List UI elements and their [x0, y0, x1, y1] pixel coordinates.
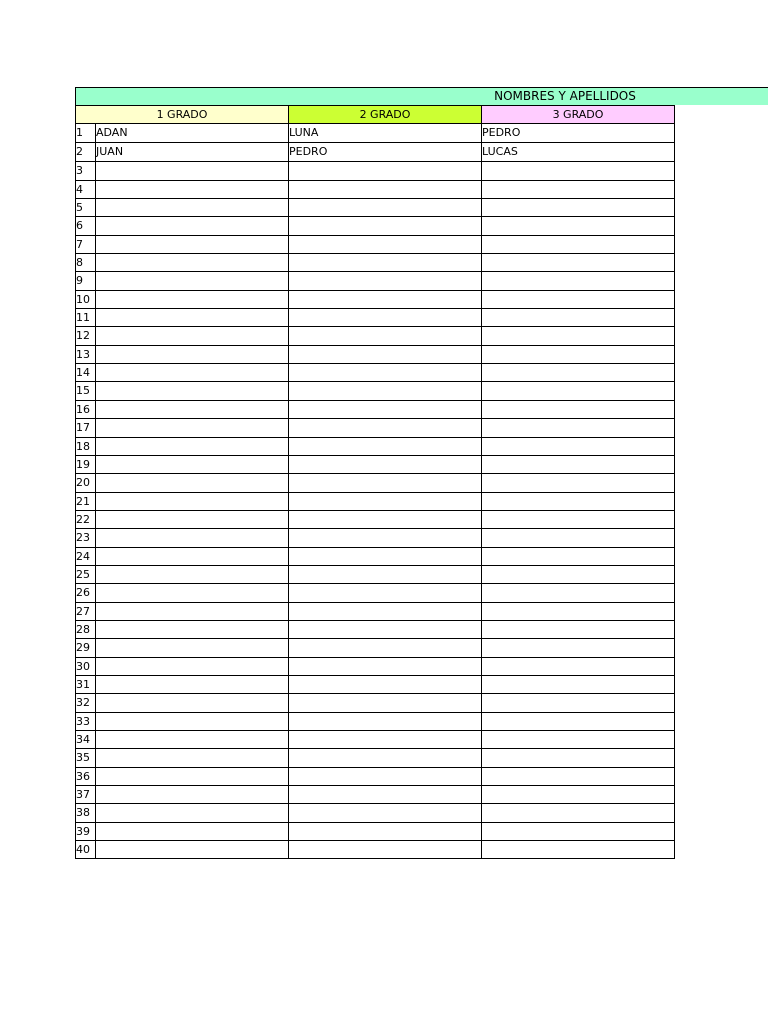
name-cell-grado-1[interactable]: [96, 731, 289, 749]
name-cell-grado-1[interactable]: [96, 804, 289, 822]
name-cell-grado-3[interactable]: [482, 254, 675, 272]
name-cell-grado-3[interactable]: [482, 749, 675, 767]
table-row: [76, 419, 675, 437]
name-cell-grado-1[interactable]: [96, 786, 289, 804]
row-number: 24: [76, 547, 96, 565]
table-row: [76, 124, 675, 143]
name-cell-grado-2[interactable]: [289, 749, 482, 767]
row-number: 5: [76, 199, 96, 217]
row-number: 19: [76, 455, 96, 473]
column-header-3-grado: 3 GRADO: [482, 106, 675, 124]
name-cell-grado-2[interactable]: PEDRO: [289, 143, 482, 162]
name-cell-grado-3[interactable]: [482, 455, 675, 473]
name-cell-grado-2[interactable]: [289, 180, 482, 198]
name-cell-grado-1[interactable]: [96, 327, 289, 345]
name-cell-grado-3[interactable]: [482, 290, 675, 308]
row-number: 36: [76, 767, 96, 785]
table-row: [76, 455, 675, 473]
name-cell-grado-3[interactable]: PEDRO: [482, 124, 675, 143]
row-number: 18: [76, 437, 96, 455]
name-cell-grado-2[interactable]: [289, 712, 482, 730]
name-cell-grado-1[interactable]: [96, 364, 289, 382]
name-cell-grado-3[interactable]: [482, 657, 675, 675]
row-number: 15: [76, 382, 96, 400]
row-number: 23: [76, 529, 96, 547]
row-number: 12: [76, 327, 96, 345]
name-cell-grado-2[interactable]: [289, 162, 482, 180]
row-number: 20: [76, 474, 96, 492]
table-row: [76, 841, 675, 859]
name-cell-grado-2[interactable]: [289, 364, 482, 382]
table-row: [76, 364, 675, 382]
table-row: [76, 143, 675, 162]
row-number: 9: [76, 272, 96, 290]
name-cell-grado-3[interactable]: [482, 767, 675, 785]
name-cell-grado-2[interactable]: [289, 804, 482, 822]
row-number: 11: [76, 309, 96, 327]
name-cell-grado-3[interactable]: [482, 382, 675, 400]
name-cell-grado-3[interactable]: [482, 180, 675, 198]
name-cell-grado-2[interactable]: [289, 602, 482, 620]
table-row: [76, 382, 675, 400]
table-row: [76, 749, 675, 767]
name-cell-grado-3[interactable]: [482, 694, 675, 712]
name-cell-grado-3[interactable]: [482, 437, 675, 455]
table-row: [76, 712, 675, 730]
name-cell-grado-1[interactable]: [96, 510, 289, 528]
roster-body: [76, 124, 675, 859]
name-cell-grado-3[interactable]: [482, 217, 675, 235]
row-number: 1: [76, 124, 96, 143]
name-cell-grado-3[interactable]: [482, 731, 675, 749]
name-cell-grado-1[interactable]: [96, 620, 289, 638]
table-row: [76, 584, 675, 602]
name-cell-grado-1[interactable]: [96, 749, 289, 767]
table-row: [76, 272, 675, 290]
name-cell-grado-3[interactable]: [482, 584, 675, 602]
name-cell-grado-3[interactable]: [482, 199, 675, 217]
name-cell-grado-1[interactable]: [96, 584, 289, 602]
table-row: [76, 565, 675, 583]
table-row: [76, 309, 675, 327]
name-cell-grado-3[interactable]: [482, 547, 675, 565]
row-number: 35: [76, 749, 96, 767]
row-number: 6: [76, 217, 96, 235]
name-cell-grado-3[interactable]: [482, 841, 675, 859]
row-number: 40: [76, 841, 96, 859]
row-number: 7: [76, 235, 96, 253]
name-cell-grado-1[interactable]: [96, 675, 289, 693]
name-cell-grado-2[interactable]: [289, 400, 482, 418]
name-cell-grado-3[interactable]: [482, 327, 675, 345]
table-row: [76, 529, 675, 547]
row-number: 30: [76, 657, 96, 675]
table-row: [76, 639, 675, 657]
table-row: [76, 180, 675, 198]
name-cell-grado-2[interactable]: [289, 345, 482, 363]
table-row: [76, 767, 675, 785]
name-cell-grado-1[interactable]: ADAN: [96, 124, 289, 143]
row-number: 3: [76, 162, 96, 180]
table-row: [76, 162, 675, 180]
name-cell-grado-3[interactable]: [482, 309, 675, 327]
name-cell-grado-3[interactable]: [482, 510, 675, 528]
name-cell-grado-2[interactable]: [289, 272, 482, 290]
row-number: 29: [76, 639, 96, 657]
name-cell-grado-3[interactable]: [482, 400, 675, 418]
table-row: [76, 804, 675, 822]
name-cell-grado-1[interactable]: [96, 309, 289, 327]
row-number: 28: [76, 620, 96, 638]
name-cell-grado-1[interactable]: [96, 657, 289, 675]
name-cell-grado-3[interactable]: [482, 235, 675, 253]
name-cell-grado-1[interactable]: [96, 712, 289, 730]
name-cell-grado-1[interactable]: [96, 400, 289, 418]
row-number: 38: [76, 804, 96, 822]
name-cell-grado-2[interactable]: [289, 529, 482, 547]
name-cell-grado-3[interactable]: [482, 565, 675, 583]
table-row: [76, 474, 675, 492]
table-row: [76, 345, 675, 363]
row-number: 25: [76, 565, 96, 583]
name-cell-grado-1[interactable]: [96, 822, 289, 840]
table-row: [76, 510, 675, 528]
name-cell-grado-3[interactable]: [482, 804, 675, 822]
name-cell-grado-1[interactable]: [96, 290, 289, 308]
name-cell-grado-3[interactable]: [482, 602, 675, 620]
name-cell-grado-2[interactable]: [289, 786, 482, 804]
column-header-1-grado: 1 GRADO: [76, 106, 289, 124]
name-cell-grado-3[interactable]: [482, 529, 675, 547]
name-cell-grado-3[interactable]: [482, 474, 675, 492]
table-row: [76, 675, 675, 693]
row-number: 14: [76, 364, 96, 382]
name-cell-grado-2[interactable]: [289, 841, 482, 859]
name-cell-grado-1[interactable]: [96, 235, 289, 253]
name-cell-grado-1[interactable]: [96, 841, 289, 859]
table-row: [76, 254, 675, 272]
name-cell-grado-2[interactable]: [289, 584, 482, 602]
name-cell-grado-3[interactable]: [482, 675, 675, 693]
name-cell-grado-2[interactable]: [289, 620, 482, 638]
sheet-title: NOMBRES Y APELLIDOS: [494, 89, 636, 103]
row-number: 39: [76, 822, 96, 840]
row-number: 26: [76, 584, 96, 602]
row-number: 8: [76, 254, 96, 272]
name-cell-grado-3[interactable]: [482, 786, 675, 804]
table-row: [76, 235, 675, 253]
name-cell-grado-2[interactable]: [289, 492, 482, 510]
name-cell-grado-1[interactable]: [96, 254, 289, 272]
row-number: 33: [76, 712, 96, 730]
name-cell-grado-2[interactable]: [289, 199, 482, 217]
name-cell-grado-2[interactable]: [289, 235, 482, 253]
table-row: [76, 217, 675, 235]
name-cell-grado-1[interactable]: [96, 199, 289, 217]
name-cell-grado-1[interactable]: [96, 345, 289, 363]
name-cell-grado-2[interactable]: [289, 694, 482, 712]
name-cell-grado-3[interactable]: LUCAS: [482, 143, 675, 162]
name-cell-grado-1[interactable]: [96, 565, 289, 583]
table-row: [76, 786, 675, 804]
row-number: 27: [76, 602, 96, 620]
table-row: [76, 400, 675, 418]
name-cell-grado-1[interactable]: [96, 180, 289, 198]
name-cell-grado-2[interactable]: [289, 455, 482, 473]
row-number: 17: [76, 419, 96, 437]
table-row: [76, 199, 675, 217]
name-cell-grado-1[interactable]: [96, 474, 289, 492]
name-cell-grado-1[interactable]: JUAN: [96, 143, 289, 162]
row-number: 13: [76, 345, 96, 363]
table-row: [76, 602, 675, 620]
table-row: [76, 620, 675, 638]
name-cell-grado-1[interactable]: [96, 547, 289, 565]
table-row: [76, 694, 675, 712]
table-row: [76, 492, 675, 510]
name-cell-grado-2[interactable]: [289, 290, 482, 308]
row-number: 31: [76, 675, 96, 693]
name-cell-grado-1[interactable]: [96, 272, 289, 290]
row-number: 34: [76, 731, 96, 749]
name-cell-grado-2[interactable]: [289, 510, 482, 528]
table-row: [76, 731, 675, 749]
table-row: [76, 437, 675, 455]
header-row: [76, 106, 675, 124]
name-cell-grado-1[interactable]: [96, 162, 289, 180]
name-cell-grado-1[interactable]: [96, 492, 289, 510]
row-number: 16: [76, 400, 96, 418]
name-cell-grado-1[interactable]: [96, 419, 289, 437]
name-cell-grado-2[interactable]: [289, 565, 482, 583]
name-cell-grado-2[interactable]: [289, 657, 482, 675]
name-cell-grado-3[interactable]: [482, 272, 675, 290]
row-number: 4: [76, 180, 96, 198]
name-cell-grado-3[interactable]: [482, 419, 675, 437]
name-cell-grado-2[interactable]: [289, 437, 482, 455]
row-number: 32: [76, 694, 96, 712]
name-cell-grado-1[interactable]: [96, 455, 289, 473]
row-number: 22: [76, 510, 96, 528]
name-cell-grado-1[interactable]: [96, 437, 289, 455]
name-cell-grado-1[interactable]: [96, 382, 289, 400]
name-cell-grado-1[interactable]: [96, 694, 289, 712]
name-cell-grado-3[interactable]: [482, 345, 675, 363]
name-cell-grado-2[interactable]: [289, 547, 482, 565]
row-number: 21: [76, 492, 96, 510]
name-cell-grado-1[interactable]: [96, 639, 289, 657]
name-cell-grado-2[interactable]: LUNA: [289, 124, 482, 143]
row-number: 10: [76, 290, 96, 308]
roster-table: [75, 105, 675, 859]
name-cell-grado-2[interactable]: [289, 675, 482, 693]
name-cell-grado-3[interactable]: [482, 822, 675, 840]
name-cell-grado-2[interactable]: [289, 731, 482, 749]
column-header-2-grado: 2 GRADO: [289, 106, 482, 124]
name-cell-grado-2[interactable]: [289, 309, 482, 327]
name-cell-grado-2[interactable]: [289, 767, 482, 785]
table-row: [76, 290, 675, 308]
name-cell-grado-2[interactable]: [289, 419, 482, 437]
name-cell-grado-2[interactable]: [289, 474, 482, 492]
name-cell-grado-3[interactable]: [482, 712, 675, 730]
name-cell-grado-1[interactable]: [96, 602, 289, 620]
name-cell-grado-3[interactable]: [482, 620, 675, 638]
name-cell-grado-3[interactable]: [482, 162, 675, 180]
name-cell-grado-1[interactable]: [96, 217, 289, 235]
table-row: [76, 327, 675, 345]
name-cell-grado-3[interactable]: [482, 639, 675, 657]
table-row: [76, 657, 675, 675]
name-cell-grado-1[interactable]: [96, 767, 289, 785]
name-cell-grado-3[interactable]: [482, 364, 675, 382]
name-cell-grado-1[interactable]: [96, 529, 289, 547]
name-cell-grado-2[interactable]: [289, 327, 482, 345]
name-cell-grado-2[interactable]: [289, 254, 482, 272]
row-number: 37: [76, 786, 96, 804]
name-cell-grado-2[interactable]: [289, 822, 482, 840]
name-cell-grado-2[interactable]: [289, 217, 482, 235]
name-cell-grado-3[interactable]: [482, 492, 675, 510]
table-row: [76, 547, 675, 565]
table-row: [76, 822, 675, 840]
name-cell-grado-2[interactable]: [289, 639, 482, 657]
row-number: 2: [76, 143, 96, 162]
name-cell-grado-2[interactable]: [289, 382, 482, 400]
